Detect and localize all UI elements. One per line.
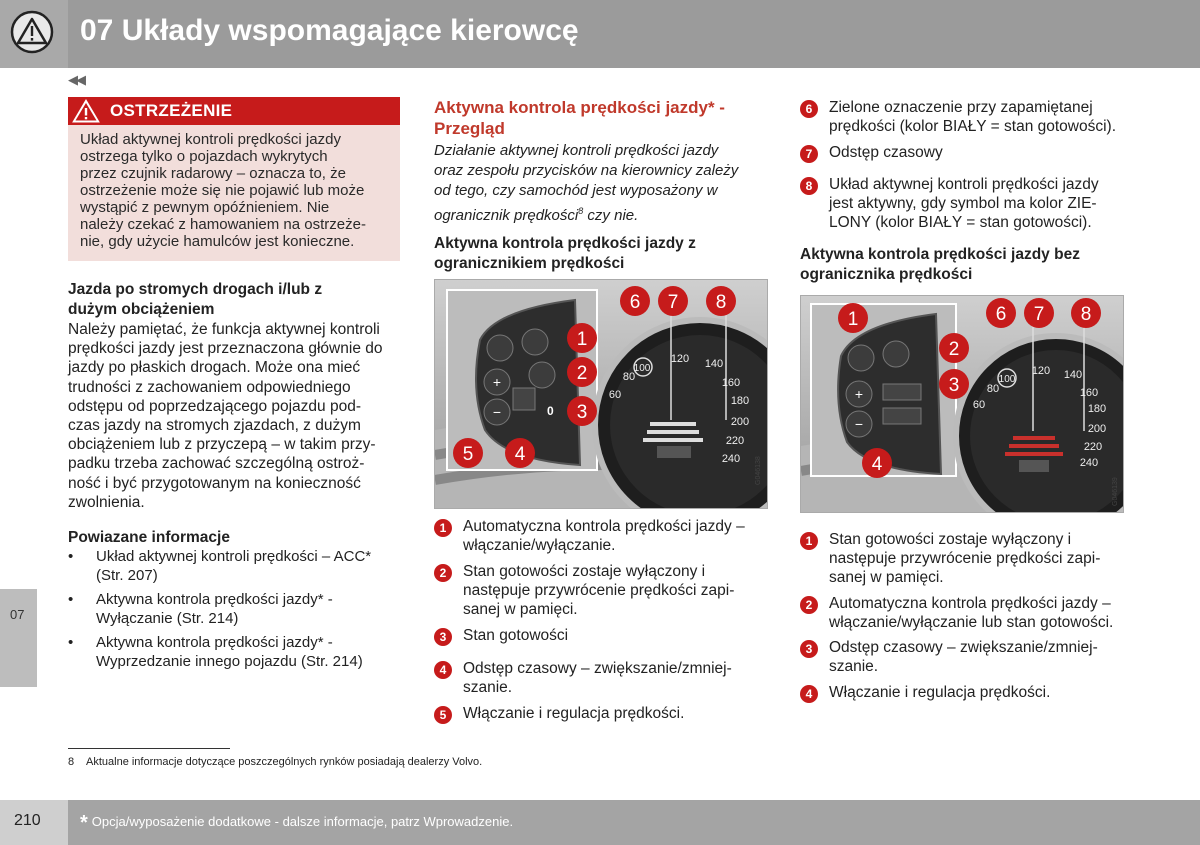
callout-6-icon <box>620 286 650 316</box>
callout-7-icon <box>658 286 688 316</box>
text-line: zwolnienia. <box>68 493 145 511</box>
warning-circle-icon <box>10 10 54 54</box>
callout-4-icon <box>505 438 535 468</box>
callout-8-icon <box>1071 298 1101 328</box>
warning-line: Układ aktywnej kontroli prędkości jazdy <box>80 131 341 148</box>
callout-8-icon <box>706 286 736 316</box>
gauge-label: 220 <box>725 435 745 447</box>
footnote-number: 8 <box>68 756 75 768</box>
gauge-label: 60 <box>972 399 986 411</box>
svg-text:1: 1 <box>576 329 588 350</box>
gauge-label: 140 <box>704 358 724 370</box>
svg-text:7: 7 <box>667 292 679 313</box>
heading-line: ogranicznikiem prędkości <box>434 255 625 272</box>
footnote-ref[interactable]: 8 <box>578 206 584 216</box>
figure-code: G046139 <box>1112 477 1119 506</box>
footer-note-text: Opcja/wyposażenie dodatkowe - dalsze informacje, patrz Wprowadzenie. <box>91 814 514 829</box>
gauge-label: 180 <box>1087 403 1107 415</box>
svg-text:7: 7 <box>1033 304 1045 325</box>
number-badge: 1 <box>434 519 452 537</box>
chapter-tab-label: 07 <box>10 607 25 622</box>
related-link-text: Układ aktywnej kontroli prędkości – ACC* (Str. 207) <box>96 548 372 584</box>
svg-text:6: 6 <box>629 292 641 313</box>
number-badge: 5 <box>434 706 452 724</box>
related-link-text: Aktywna kontrola prędkości jazdy* - Wyprzedzanie innego pojazdu (Str. 214) <box>96 634 363 670</box>
intro-line: od tego, czy samochód jest wyposażony w <box>434 182 718 199</box>
heading-line: Przegląd <box>434 119 505 138</box>
steering-wheel-figure-with-limiter <box>434 279 768 509</box>
svg-text:3: 3 <box>576 402 588 423</box>
number-badge: 7 <box>800 145 818 163</box>
warning-line: należy czekać z hamowaniem na ostrzeże- <box>80 216 366 233</box>
number-badge: 6 <box>800 100 818 118</box>
gauge-label: 240 <box>1079 457 1099 469</box>
section-intro <box>434 141 764 226</box>
sub-heading-with-limiter <box>434 234 764 274</box>
gauge-label: 100 <box>633 363 651 374</box>
gauge-label: 240 <box>721 453 741 465</box>
gauge-label: 100 <box>998 374 1016 385</box>
related-info-heading: Powiazane informacje <box>68 529 230 546</box>
related-link-text: Aktywna kontrola prędkości jazdy* - Wyłączanie (Str. 214) <box>96 591 333 627</box>
intro-line: Działanie aktywnej kontroli prędkości jazdy <box>434 142 719 159</box>
callout-3-icon <box>567 396 597 426</box>
svg-text:8: 8 <box>715 292 727 313</box>
callout-4-icon <box>862 448 892 478</box>
bullet: • <box>68 548 74 565</box>
gauge-label: 120 <box>670 353 690 365</box>
svg-text:+: + <box>492 374 502 390</box>
gauge-label: 200 <box>730 416 750 428</box>
warning-line: przez czujnik radarowy – oznacza to, że <box>80 165 346 182</box>
svg-text:0: 0 <box>547 404 554 418</box>
svg-text:2: 2 <box>948 339 960 360</box>
text-line: ność i być przygotowanym na konieczność <box>68 474 361 492</box>
sub-heading-without-limiter <box>800 245 1130 285</box>
heading-line: ogranicznika prędkości <box>800 266 973 283</box>
svg-text:5: 5 <box>462 444 474 465</box>
callout-1-icon <box>567 323 597 353</box>
heading-line: Aktywna kontrola prędkości jazdy bez <box>800 246 1080 263</box>
gauge-label: 160 <box>1079 387 1099 399</box>
text-line: obciążeniem lub z przyczepą – w takim przy- <box>68 436 376 454</box>
svg-text:−: − <box>854 416 864 432</box>
steep-roads-text <box>68 320 400 512</box>
gauge-label: 220 <box>1083 441 1103 453</box>
warning-line: nie, gdy użycie hamulców jest konieczne. <box>80 233 355 250</box>
gauge-label: 80 <box>622 371 636 383</box>
number-badge: 2 <box>800 596 818 614</box>
page-title: 07 Układy wspomagające kierowcę <box>80 14 579 47</box>
heading-line: dużym obciążeniem <box>68 301 215 318</box>
bullet: • <box>68 591 74 608</box>
callout-3-icon <box>939 369 969 399</box>
number-badge: 3 <box>800 640 818 658</box>
callout-2-icon <box>567 357 597 387</box>
svg-text:1: 1 <box>847 309 859 330</box>
number-badge: 3 <box>434 628 452 646</box>
gauge-label: 60 <box>608 389 622 401</box>
figure-code: G046138 <box>755 456 762 485</box>
gauge-label: 180 <box>730 395 750 407</box>
text-line: padku trzeba zachować szczególną ostroż- <box>68 455 365 473</box>
text-line: odstępu od poprzedzającego pojazdu pod- <box>68 397 362 415</box>
chapter-tab[interactable] <box>0 589 37 687</box>
text-line: Należy pamiętać, że funkcja aktywnej kontroli <box>68 321 380 338</box>
svg-text:2: 2 <box>576 363 588 384</box>
warning-text <box>80 131 394 250</box>
gauge-label: 80 <box>986 383 1000 395</box>
svg-text:−: − <box>492 404 502 420</box>
warning-line: wystąpić z pewnym opóźnieniem. Nie <box>80 199 330 216</box>
footer-note <box>80 812 513 835</box>
number-badge: 2 <box>434 564 452 582</box>
number-badge: 8 <box>800 177 818 195</box>
callout-6-icon <box>986 298 1016 328</box>
footnote-rule <box>68 748 230 749</box>
gauge-label: 200 <box>1087 423 1107 435</box>
heading-line: Jazda po stromych drogach i/lub z <box>68 281 323 298</box>
asterisk-icon: * <box>80 812 88 834</box>
svg-text:4: 4 <box>871 454 883 475</box>
steering-wheel-figure-without-limiter <box>800 295 1124 513</box>
section-heading <box>434 97 764 139</box>
back-arrows-icon[interactable]: ◀◀ <box>68 72 84 87</box>
heading-line: Aktywna kontrola prędkości jazdy* - <box>434 98 725 117</box>
callout-2-icon <box>939 333 969 363</box>
callout-1-icon <box>838 303 868 333</box>
steep-roads-heading <box>68 280 398 320</box>
callout-7-icon <box>1024 298 1054 328</box>
warning-title: OSTRZEŻENIE <box>110 101 233 120</box>
warning-line: ostrzega tylko o pojazdach wykrytych <box>80 148 328 165</box>
page-number: 210 <box>14 812 41 829</box>
svg-text:3: 3 <box>948 375 960 396</box>
intro-line: ogranicznik prędkości$^8$ czy nie. <box>434 206 639 224</box>
svg-text:4: 4 <box>514 444 526 465</box>
gauge-label: 160 <box>721 377 741 389</box>
callout-5-icon <box>453 438 483 468</box>
gauge-label: 120 <box>1031 365 1051 377</box>
text-line: czas jazdy na stromych zjazdach, z dużym <box>68 417 361 435</box>
text-line: trudności z zachowaniem odpowiedniego <box>68 378 351 396</box>
warning-triangle-icon <box>72 99 100 123</box>
svg-text:8: 8 <box>1080 304 1092 325</box>
intro-line: oraz zespołu przycisków na kierownicy zależy <box>434 162 739 179</box>
heading-line: Aktywna kontrola prędkości jazdy z <box>434 235 696 252</box>
number-badge: 1 <box>800 532 818 550</box>
number-badge: 4 <box>800 685 818 703</box>
text-line: prędkości jazdy jest przeznaczona głównie do <box>68 340 383 358</box>
number-badge: 4 <box>434 661 452 679</box>
warning-line: ostrzeżenie może się nie pojawić lub może <box>80 182 365 199</box>
svg-text:+: + <box>854 386 864 402</box>
svg-text:6: 6 <box>995 304 1007 325</box>
text-line: jazdy po płaskich drogach. Może ona mieć <box>68 359 361 377</box>
footnote-text: Aktualne informacje dotyczące poszczególnych rynków posiadają dealerzy Volvo. <box>86 756 483 768</box>
bullet: • <box>68 634 74 651</box>
footnote <box>68 756 482 768</box>
gauge-label: 140 <box>1063 369 1083 381</box>
